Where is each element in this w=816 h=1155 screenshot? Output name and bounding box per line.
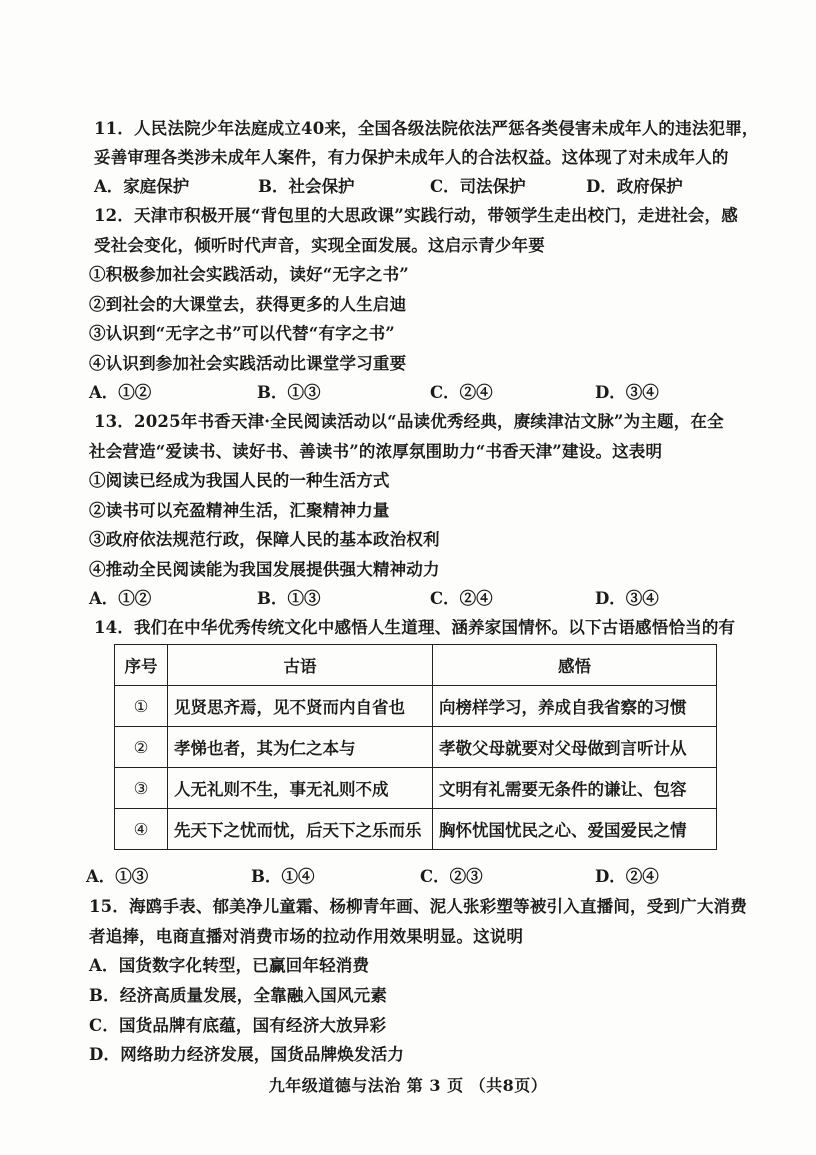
q11-stem-line2: 妥善审理各类涉未成年人案件，有力保护未成年人的合法权益。这体现了对未成年人的: [94, 148, 729, 167]
table-row: [115, 768, 717, 809]
q14-row1-insight: 向榜样学习，养成自我省察的习惯: [433, 686, 717, 727]
q15-option-d[interactable]: D．网络助力经济发展，国货品牌焕发活力: [89, 1045, 405, 1064]
q14-header-insight: 感悟: [433, 645, 717, 686]
q14-row2-saying: 孝悌也者，其为仁之本与: [168, 727, 433, 768]
q11-option-b[interactable]: B．社会保护: [258, 177, 355, 196]
q13-option-c[interactable]: C．②④: [430, 589, 493, 608]
q13-statement-4: ④推动全民阅读能为我国发展提供强大精神动力: [89, 560, 440, 579]
q15-stem-line1: 15．海鸥手表、郁美净儿童霜、杨柳青年画、泥人张彩塑等被引入直播间，受到广大消费: [89, 897, 747, 916]
q14-row4-insight: 胸怀忧国忧民之心、爱国爱民之情: [433, 809, 717, 850]
q14-row4-saying: 先天下之忧而忧，后天下之乐而乐: [168, 809, 433, 850]
q11-option-c[interactable]: C．司法保护: [430, 177, 526, 196]
q12-statement-3: ③认识到“无字之书”可以代替“有字之书”: [89, 324, 395, 343]
q14-header-number: 序号: [115, 645, 168, 686]
q13-statement-3: ③政府依法规范行政，保障人民的基本政治权利: [89, 530, 440, 549]
q14-table: [114, 644, 716, 859]
q12-option-a[interactable]: A．①②: [89, 383, 152, 402]
q12-statement-4: ④认识到参加社会实践活动比课堂学习重要: [89, 354, 407, 373]
q14-row3-saying: 人无礼则不生，事无礼则不成: [168, 768, 433, 809]
q14-option-d[interactable]: D．②④: [595, 867, 659, 886]
q14-row1-saying: 见贤思齐焉，见不贤而内自省也: [168, 686, 433, 727]
q14-option-c[interactable]: C．②③: [420, 867, 483, 886]
q14-table-header-row: [115, 645, 717, 686]
q14-row2-number: ②: [115, 727, 168, 768]
q12-option-b[interactable]: B．①③: [257, 383, 321, 402]
table-row: [115, 727, 717, 768]
table-row: [115, 809, 717, 850]
q15-option-b[interactable]: B．经济高质量发展，全靠融入国风元素: [89, 986, 388, 1005]
q14-stem: 14．我们在中华优秀传统文化中感悟人生道理、涵养家国情怀。以下古语感悟恰当的有: [94, 618, 736, 637]
q13-stem-line1: 13．2025年书香天津·全民阅读活动以“品读优秀经典，赓续津沽文脉”为主题，在全: [94, 412, 724, 431]
q14-option-b[interactable]: B．①④: [251, 867, 315, 886]
q12-option-d[interactable]: D．③④: [595, 383, 659, 402]
q14-row4-number: ④: [115, 809, 168, 850]
q14-option-a[interactable]: A．①③: [86, 867, 149, 886]
q14-row3-number: ③: [115, 768, 168, 809]
table-row: [115, 686, 717, 727]
q12-stem-line1: 12．天津市积极开展“背包里的大思政课”实践行动，带领学生走出校门，走进社会，感: [94, 206, 738, 225]
q12-stem-line2: 受社会变化，倾听时代声音，实现全面发展。这启示青少年要: [94, 236, 545, 255]
q12-option-c[interactable]: C．②④: [430, 383, 493, 402]
q13-stem-line2: 社会营造“爱读书、读好书、善读书”的浓厚氛围助力“书香天津”建设。这表明: [89, 442, 663, 461]
q15-stem-line2: 者追捧，电商直播对消费市场的拉动作用效果明显。这说明: [89, 927, 524, 946]
q13-statement-1: ①阅读已经成为我国人民的一种生活方式: [89, 471, 390, 490]
q13-option-d[interactable]: D．③④: [595, 589, 659, 608]
q15-option-c[interactable]: C．国货品牌有底蕴，国有经济大放异彩: [89, 1016, 387, 1035]
q13-option-b[interactable]: B．①③: [257, 589, 321, 608]
q11-option-a[interactable]: A．家庭保护: [94, 177, 190, 196]
q14-row2-insight: 孝敬父母就要对父母做到言听计从: [433, 727, 717, 768]
q13-statement-2: ②读书可以充盈精神生活，汇聚精神力量: [89, 501, 390, 520]
page-footer: 九年级道德与法治 第 3 页 （共8页）: [268, 1076, 548, 1095]
q12-statement-1: ①积极参加社会实践活动，读好“无字之书”: [89, 265, 409, 284]
q13-option-a[interactable]: A．①②: [89, 589, 152, 608]
q14-header-saying: 古语: [168, 645, 433, 686]
q11-option-d[interactable]: D．政府保护: [586, 177, 683, 196]
q11-stem-line1: 11．人民法院少年法庭成立40来，全国各级法院依法严惩各类侵害未成年人的违法犯罪，: [94, 119, 759, 138]
q14-row1-number: ①: [115, 686, 168, 727]
q15-option-a[interactable]: A．国货数字化转型，已赢回年轻消费: [89, 956, 370, 975]
q14-row3-insight: 文明有礼需要无条件的谦让、包容: [433, 768, 717, 809]
q12-statement-2: ②到社会的大课堂去，获得更多的人生启迪: [89, 295, 407, 314]
